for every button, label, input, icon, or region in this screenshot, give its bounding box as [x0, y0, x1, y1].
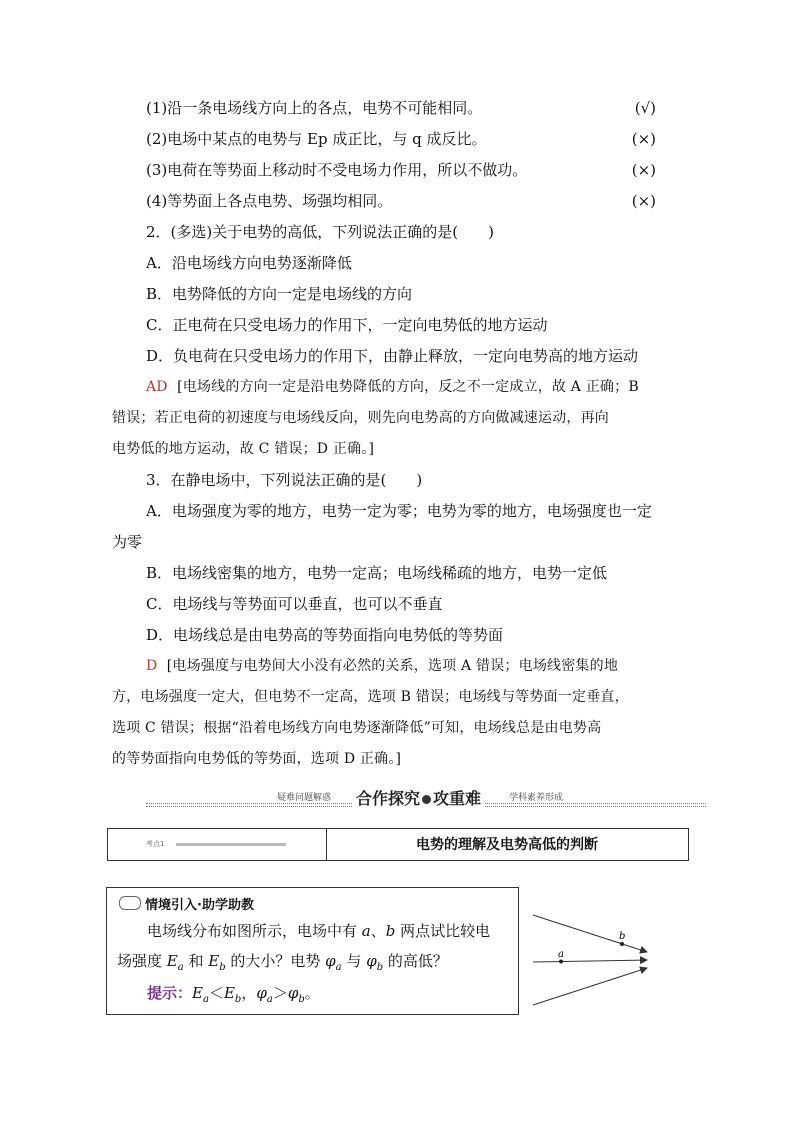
- scene-question-line-1: 电场线分布如图所示，电场中有 a、b 两点试比较电: [147, 922, 491, 940]
- topic-tag-bar: [176, 843, 286, 846]
- field-lines-diagram: [525, 905, 655, 1010]
- q3-option-a-line-1: A．电场强度为零的地方，电势一定为零；电势为零的地方，电场强度也一定: [146, 502, 652, 520]
- topic-title: 电势的理解及电势高低的判断: [416, 837, 598, 853]
- q3-explanation-line-1: [146, 656, 618, 676]
- section-banner: [146, 786, 706, 810]
- judgement-item-3: [146, 160, 656, 180]
- judgement-text: (4)等势面上各点电势、场强均相同。: [146, 192, 393, 210]
- q2-stem: 2．(多选)关于电势的高低，下列说法正确的是( ): [146, 223, 494, 241]
- topic-box: [107, 828, 689, 861]
- scene-question-line-2: 场强度 $E_a$ 和 $E_b$ 的大小？电势 $\varphi_a$ 与 $\varphi_b$ 的高低？: [117, 952, 448, 973]
- scene-hint-line: 提示：$E_a<E_b$，$\varphi_a>\varphi_b$。: [147, 984, 320, 1005]
- judgement-item-2: [146, 129, 656, 149]
- q2-option-a: A．沿电场线方向电势逐渐降低: [146, 254, 352, 272]
- banner-main: 合作探究: [356, 789, 421, 808]
- point-b-label: b: [619, 931, 626, 942]
- scene-hint-label: 提示：: [147, 984, 193, 1002]
- judgement-mark: (×): [631, 192, 656, 210]
- field-line-upper: [533, 915, 647, 952]
- q3-stem: 3．在静电场中，下列说法正确的是( ): [146, 471, 423, 489]
- scene-icon: [119, 896, 141, 910]
- banner-left-text: 疑难问题解惑: [274, 790, 334, 803]
- q3-explanation-line-3: 选项 C 错误；根据“沿着电场线方向电势逐渐降低”可知，电场线总是由电势高: [112, 720, 602, 736]
- banner-title: [352, 786, 485, 809]
- field-line-lower: [533, 968, 647, 1005]
- q2-explanation-text: [电场线的方向一定是沿电势降低的方向，反之不一定成立，故 A 正确；B: [177, 379, 639, 395]
- banner-main-2: 攻重难: [433, 789, 482, 808]
- q2-answer: AD: [146, 379, 168, 395]
- field-line-middle: [533, 960, 647, 962]
- judgement-text: (2)电场中某点的电势与 Ep 成正比，与 q 成反比。: [146, 130, 487, 148]
- q3-explanation-line-2: 方，电场强度一定大，但电势不一定高，选项 B 错误；电场线与等势面一定垂直，: [112, 689, 629, 705]
- q2-explanation-line-2: 错误；若正电荷的初速度与电场线反向，则先向电势高的方向做减速运动，再向: [112, 410, 609, 426]
- scene-header: [119, 894, 254, 913]
- point-a-label: a: [558, 949, 564, 960]
- q3-option-d: D．电场线总是由电势高的等势面指向电势低的等势面: [146, 626, 504, 644]
- judgement-item-4: [146, 191, 656, 211]
- q3-explanation-line-4: 的等势面指向电势低的等势面，选项 D 正确。]: [112, 751, 402, 767]
- q2-option-b: B．电势降低的方向一定是电场线的方向: [146, 285, 413, 303]
- topic-tag-label: 考点1: [146, 840, 165, 848]
- point-a: [559, 960, 563, 964]
- judgement-mark: (×): [631, 130, 656, 148]
- q3-answer: D: [146, 658, 158, 674]
- q3-option-b: B．电场线密集的地方，电势一定高；电场线稀疏的地方，电势一定低: [146, 564, 608, 582]
- judgement-text: (3)电荷在等势面上移动时不受电场力作用，所以不做功。: [146, 161, 528, 179]
- q3-explanation-text: [电场强度与电势间大小没有必然的关系，选项 A 错误；电场线密集的地: [166, 658, 619, 674]
- bullet-icon: [422, 795, 431, 804]
- q2-option-c: C．正电荷在只受电场力的作用下，一定向电势低的地方运动: [146, 316, 548, 334]
- judgement-mark: (√): [634, 99, 656, 117]
- judgement-item-1: [146, 98, 656, 118]
- banner-right-text: 学科素养形成: [506, 790, 566, 803]
- judgement-text: (1)沿一条电场线方向上的各点，电势不可能相同。: [146, 99, 483, 117]
- topic-tag: [146, 840, 286, 848]
- q3-option-a-line-2: 为零: [112, 533, 143, 551]
- q2-option-d: D．负电荷在只受电场力的作用下，由静止释放，一定向电势高的地方运动: [146, 347, 639, 365]
- judgement-mark: (×): [631, 161, 656, 179]
- q3-option-c: C．电场线与等势面可以垂直，也可以不垂直: [146, 595, 443, 613]
- q2-explanation-line-3: 电势低的地方运动，故 C 错误；D 正确。]: [112, 441, 375, 457]
- scene-box: [106, 887, 519, 1015]
- scene-header-text: 情境引入·助学助教: [145, 898, 254, 913]
- point-b: [620, 942, 624, 946]
- q2-explanation-line-1: [146, 377, 639, 397]
